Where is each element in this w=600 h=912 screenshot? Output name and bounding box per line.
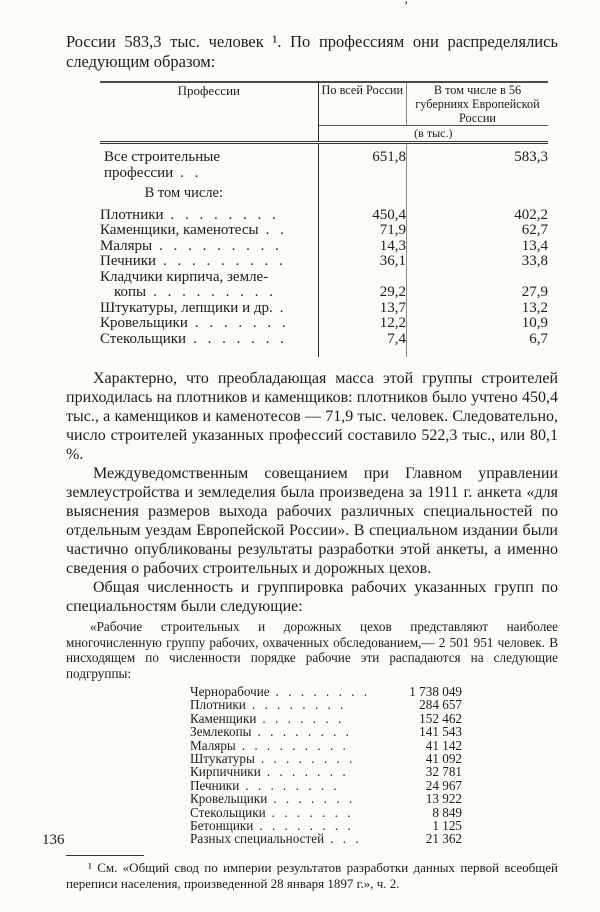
item-value: 21 362 — [425, 831, 462, 847]
leader-dots: . . . . . . . — [271, 805, 354, 820]
leader-dots: . — [279, 299, 287, 316]
leader-dots: . . — [180, 164, 202, 181]
item-label: Землекопы — [190, 724, 252, 740]
professions-table — [100, 81, 548, 357]
leader-dots: . . . . . . . . — [170, 206, 280, 223]
item-label: Бетонщики — [190, 818, 254, 834]
leader-dots: . . — [265, 222, 288, 238]
item-label: Чернорабочие — [190, 684, 270, 699]
table-row — [100, 316, 548, 332]
paragraph-interdepartmental: Междуведомственным совещанием при Главном управлении землеустройства и земледелия была произведена за 1911 г. анкета «для выяснения размеров выхода рабочих различных специальностей по отдельным уездам Европейской России». В специальном издании были частично опубликованы результаты разработки этой анкеты, а именно сведения о рабочих строительных и дорожных цехов. — [66, 465, 558, 577]
quote-paragraph: «Рабочие строительных и дорожных цехов представляют наиболее многочисленную группу рабочих, охваченных обследованием,— 2 501 951 человек. В нисходящем по численности порядке рабочие эти распадаются на следующие подгруппы: — [66, 619, 558, 681]
profession-label: Каменщики, каменотесы — [100, 222, 259, 238]
list-item — [190, 792, 462, 805]
profession-label: копы — [114, 284, 147, 300]
value-european: 13,4 — [521, 237, 548, 254]
list-item — [190, 752, 462, 765]
table-row — [100, 301, 548, 317]
item-label: Кровельщики — [190, 791, 268, 807]
value-european: 27,9 — [521, 284, 548, 300]
units-label: (в тыс.) — [318, 126, 548, 143]
leader-dots: . . . . . . . — [262, 711, 345, 726]
value-european: 33,8 — [521, 253, 548, 269]
item-value: 141 543 — [419, 724, 462, 740]
item-label: Плотники — [190, 697, 246, 713]
value-all-russia: 29,2 — [318, 270, 406, 301]
list-item — [190, 739, 462, 752]
item-value: 1 738 049 — [409, 684, 462, 699]
value-all-russia: 7,4 — [318, 332, 406, 358]
value-all-russia: 71,9 — [318, 223, 406, 239]
profession-label: Штукатуры, лепщики и др. — [100, 299, 273, 316]
table-row — [100, 254, 548, 270]
item-value: 41 092 — [425, 751, 462, 767]
table-row — [100, 239, 548, 255]
profession-label: Печники — [100, 253, 157, 269]
value-european: 6,7 — [529, 330, 548, 347]
value-european: 10,9 — [521, 315, 548, 331]
profession-label-line1: Кладчики кирпича, земле- — [100, 268, 269, 285]
leader-dots: . . . . . . . — [273, 792, 356, 806]
footnote-rule — [66, 855, 144, 856]
value-european: 13,2 — [521, 299, 548, 316]
profession-label: Все строительные профессии — [104, 149, 220, 181]
list-item — [190, 819, 462, 832]
item-value: 8 849 — [432, 804, 462, 820]
item-value: 284 657 — [419, 697, 462, 713]
item-value: 152 462 — [419, 710, 462, 726]
item-value: 41 142 — [425, 737, 462, 753]
item-label: Печники — [190, 777, 240, 793]
subgroups-list — [190, 685, 462, 846]
item-value: 1 125 — [432, 818, 462, 834]
value-all-russia: 14,3 — [318, 239, 406, 255]
item-label: Стекольщики — [190, 804, 266, 820]
item-label: Разных специальностей — [190, 831, 325, 847]
footnote-text: ¹ См. «Общий свод по империи результатов разработки данных первой всеобщей переписи населения, произведенной 28 января 1897 г.», ч. 2. — [66, 859, 558, 891]
list-item — [190, 712, 462, 725]
list-item — [190, 765, 462, 778]
list-item — [190, 685, 462, 698]
col-header-all-russia: По всей России — [318, 82, 406, 126]
table-row-total — [100, 143, 548, 185]
item-value: 24 967 — [425, 777, 462, 793]
col-header-professions: Профессии — [100, 82, 318, 143]
item-label: Штукатуры — [190, 751, 255, 767]
paragraph-total-numbers: Общая численность и группировка рабочих указанных групп по специальностям были следующие: — [66, 579, 558, 615]
item-label: Кирпичники — [190, 764, 261, 780]
item-label: Каменщики — [190, 710, 257, 726]
leader-dots: . . . . . . . . . — [241, 738, 349, 753]
table-row — [100, 223, 548, 239]
profession-label: Стекольщики — [100, 330, 187, 347]
list-item — [190, 698, 462, 711]
value-all-russia: 651,8 — [318, 143, 406, 185]
value-all-russia: 13,7 — [318, 301, 406, 317]
leader-dots: . . . . . . . — [194, 315, 290, 331]
leader-dots: . . . . . . . . — [259, 819, 354, 833]
leader-dots: . . . . . . . . — [245, 778, 340, 793]
item-value: 32 781 — [425, 764, 462, 780]
item-value: 13 922 — [425, 791, 462, 807]
value-european: 402,2 — [514, 206, 548, 223]
list-item — [190, 806, 462, 819]
value-all-russia: 450,4 — [318, 208, 406, 224]
paragraph-characteristic: Характерно, что преобладающая масса этой группы строителей приходилась на плотников и каменщиков: плотников было учтено 450,4 тыс., а каменщиков и каменотесов — 71,9 тыс. человек. Следовательно, число строителей указанных профессий составило 522,3 тыс., или 80,1 %. — [66, 370, 558, 463]
table-header-row — [100, 82, 548, 126]
profession-label: Кровельщики — [100, 315, 188, 331]
value-all-russia: 36,1 — [318, 254, 406, 270]
value-all-russia: 12,2 — [318, 316, 406, 332]
leader-dots: . . . . . . . — [266, 765, 349, 779]
page-number: 136 — [42, 832, 65, 848]
value-european: 62,7 — [521, 222, 548, 238]
leader-dots: . . . . . . . — [193, 330, 288, 347]
profession-label: Маляры — [100, 237, 153, 254]
leader-dots: . . . . . . . . . — [159, 237, 283, 254]
item-label: Маляры — [190, 737, 236, 753]
leader-dots: . . . — [330, 832, 362, 846]
intro-paragraph: России 583,3 тыс. человек ¹. По профессиям они распределялись следующим образом: — [66, 32, 558, 71]
including-label: В том числе: — [100, 184, 318, 208]
table-row — [100, 332, 548, 358]
leader-dots: . . . . . . . . — [275, 685, 371, 699]
value-european: 583,3 — [514, 149, 548, 165]
table-row — [100, 270, 548, 301]
leader-dots: . . . . . . . . . — [163, 253, 287, 269]
list-item — [190, 725, 462, 738]
leader-dots: . . . . . . . . . — [153, 284, 277, 300]
leader-dots: . . . . . . . . — [257, 725, 352, 739]
col-header-european: В том числе в 56 губерниях Европейской России — [406, 82, 548, 126]
list-item — [190, 832, 462, 845]
leader-dots: . . . . . . . . — [260, 752, 356, 766]
table-row — [100, 208, 548, 224]
list-item — [190, 779, 462, 792]
leader-dots: . . . . . . . . — [251, 698, 347, 712]
profession-label: Плотники — [100, 206, 164, 223]
text-column — [66, 32, 558, 892]
stray-mark: ’ — [404, 0, 409, 13]
table-row-including — [100, 184, 548, 208]
